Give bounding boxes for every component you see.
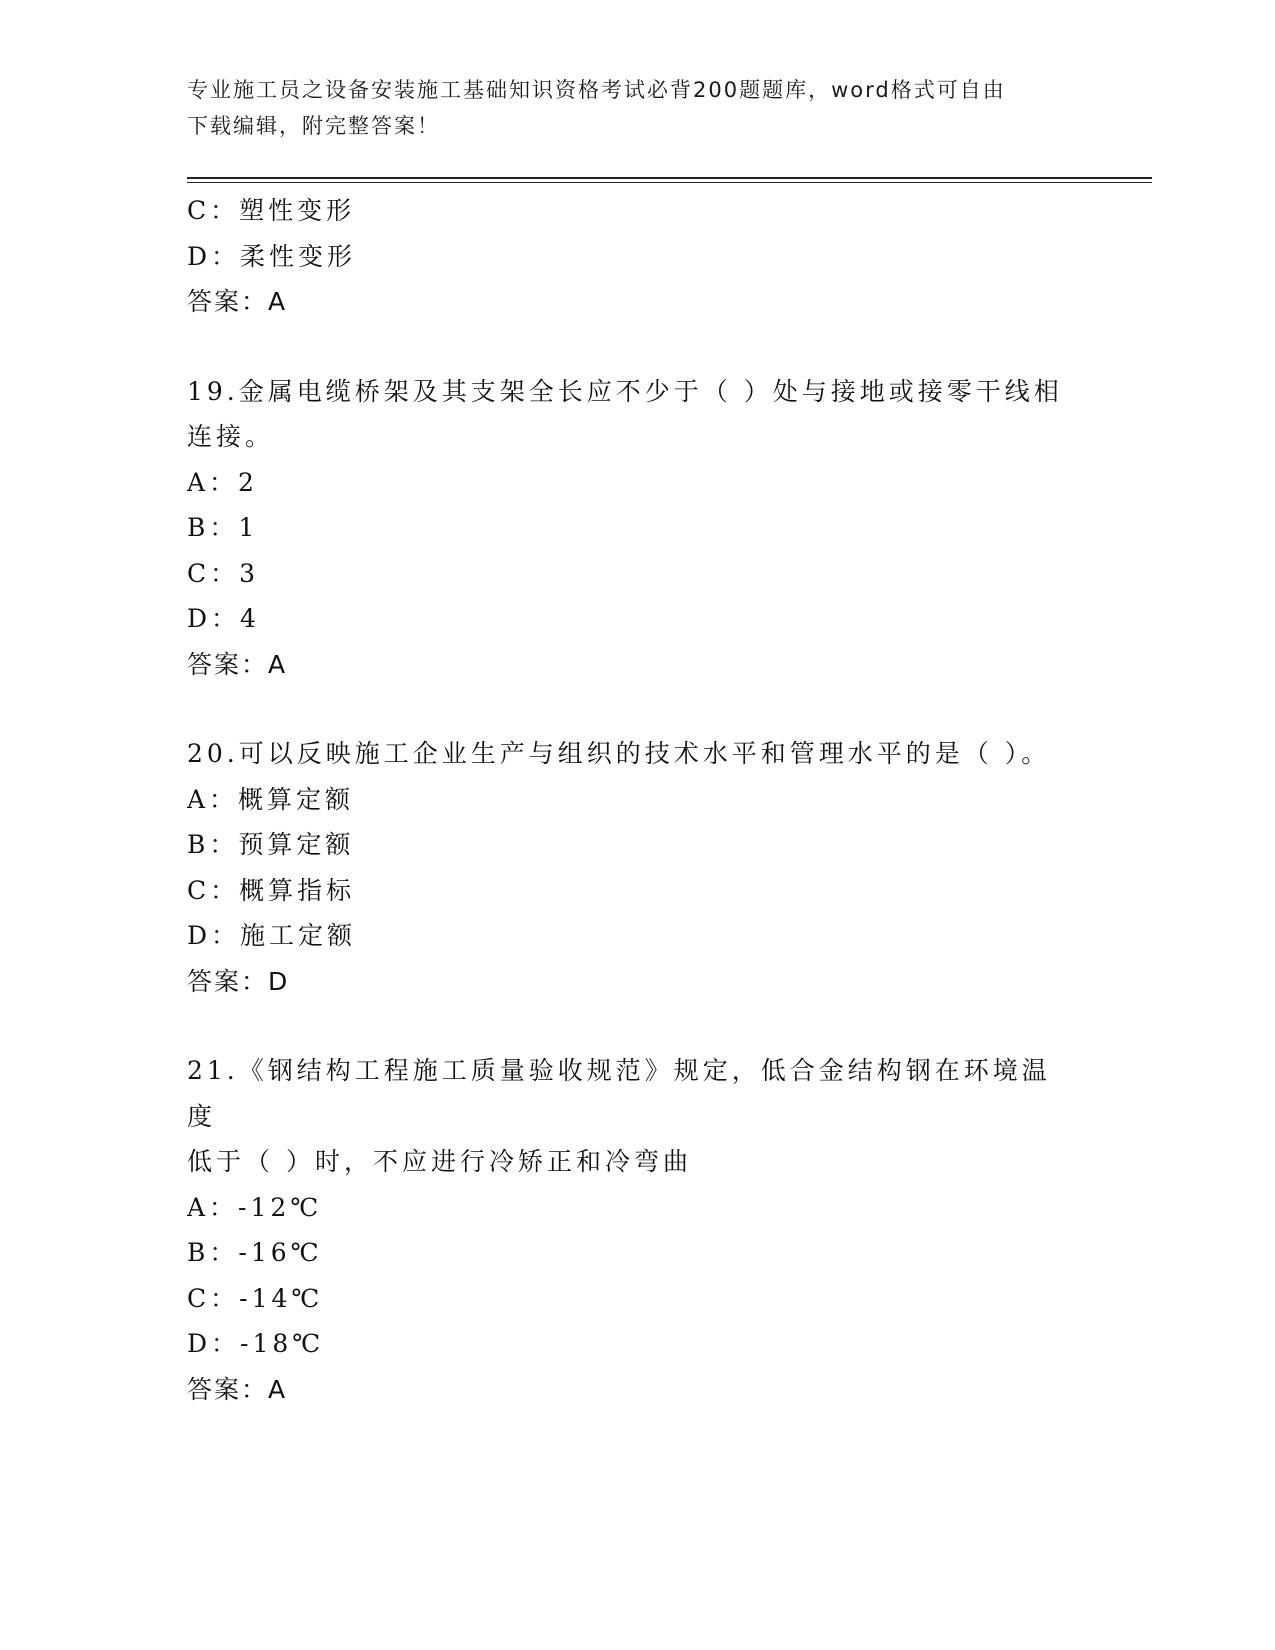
header-line-1: 专业施工员之设备安装施工基础知识资格考试必背200题题库，word格式可自由	[187, 78, 1006, 102]
option-c: C：3	[187, 558, 260, 588]
option-b: B：-16℃	[187, 1238, 323, 1267]
option-c: C：概算指标	[187, 875, 356, 905]
question-stem-line-1: 19.金属电缆桥架及其支架全长应不少于（ ）处与接地或接零干线相	[187, 376, 1063, 406]
question-stem	[187, 1048, 1067, 1185]
option-d: D：-18℃	[187, 1329, 325, 1358]
header-line-2: 下载编辑，附完整答案！	[187, 114, 440, 138]
answer-line: 答案：D	[187, 966, 290, 996]
question-20	[187, 731, 1087, 1004]
spacer	[187, 687, 1087, 731]
option-c: C：-14℃	[187, 1283, 324, 1313]
option-a: A：概算定额	[187, 784, 355, 814]
option-d: D：施工定额	[187, 921, 357, 950]
question-stem-line-2: 低于（ ）时，不应进行冷矫正和冷弯曲	[187, 1147, 692, 1176]
question-stem-line-1: 20.可以反映施工企业生产与组织的技术水平和管理水平的是（ ）。	[187, 739, 1051, 768]
document-header	[187, 72, 1067, 144]
option-d: D：柔性变形	[187, 241, 357, 271]
answer-line: 答案：A	[187, 287, 288, 316]
option-b: B：1	[187, 513, 259, 542]
question-stem-line-2: 连接。	[187, 422, 275, 451]
question-list	[187, 188, 1087, 1412]
question-21	[187, 1048, 1087, 1412]
spacer	[187, 1004, 1087, 1048]
option-d: D：4	[187, 604, 260, 633]
question-stem-line-1: 21.《钢结构工程施工质量验收规范》规定，低合金结构钢在环境温度	[187, 1056, 1051, 1131]
option-b: B：预算定额	[187, 830, 355, 859]
header-rule-thin	[187, 182, 1152, 183]
prev-question-tail	[187, 188, 1087, 325]
option-a: A：-12℃	[187, 1192, 323, 1222]
spacer	[187, 325, 1087, 369]
option-c: C：塑性变形	[187, 196, 356, 225]
question-stem	[187, 731, 1067, 777]
option-a: A：2	[187, 467, 258, 497]
header-rule-thick	[187, 177, 1152, 179]
question-stem	[187, 369, 1067, 460]
question-19	[187, 369, 1087, 688]
answer-line: 答案：A	[187, 649, 288, 679]
answer-line: 答案：A	[187, 1374, 288, 1404]
